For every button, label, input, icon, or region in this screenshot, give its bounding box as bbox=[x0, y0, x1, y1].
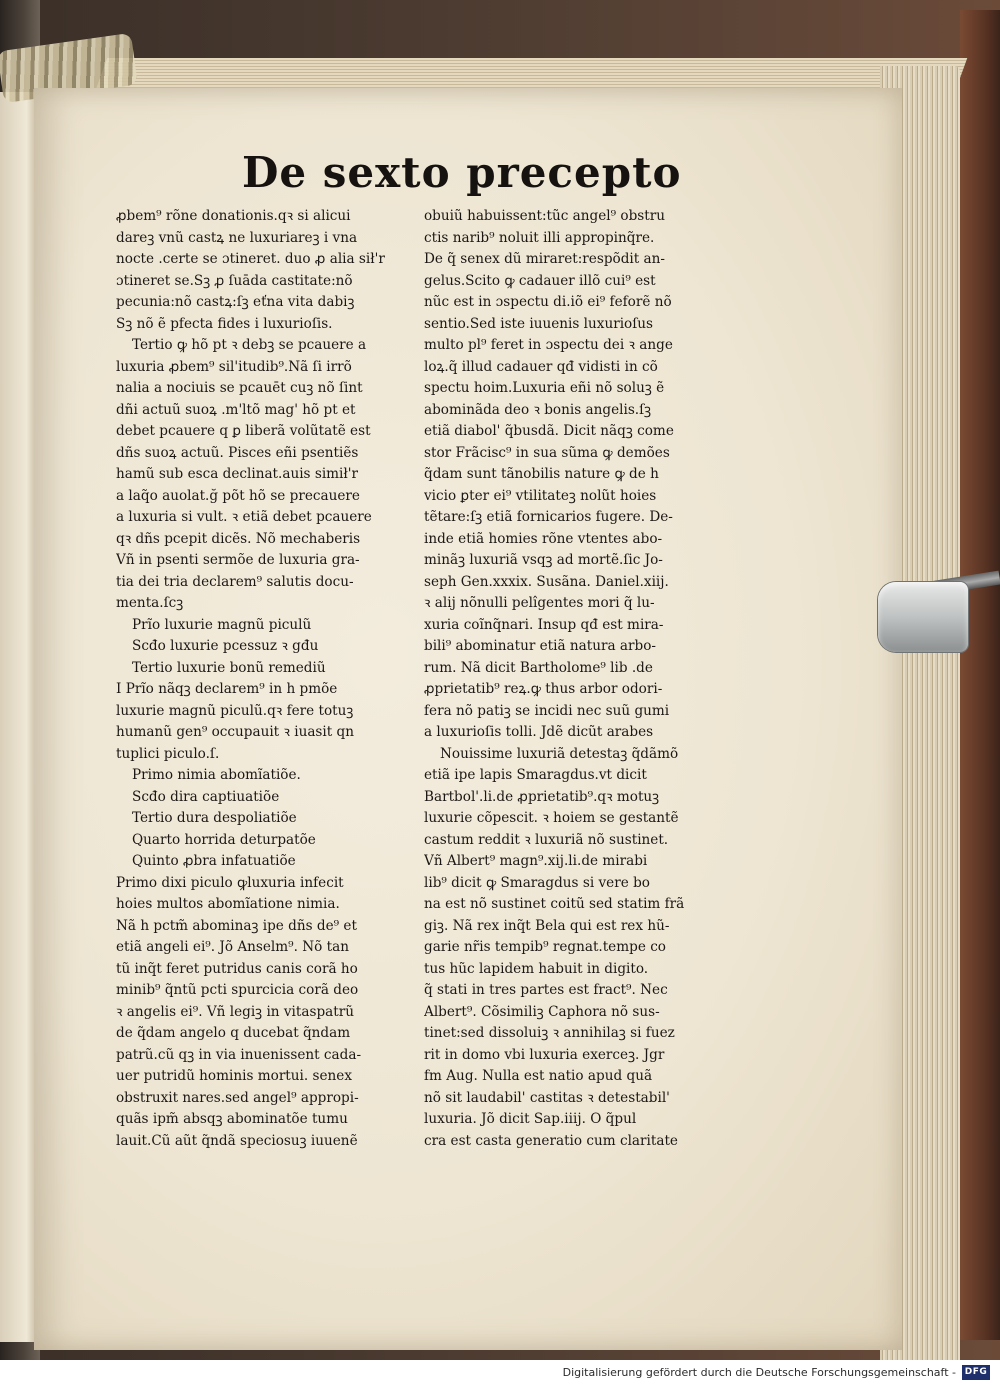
text-line: de q̃dam angelo q ducebat q̃ndam bbox=[116, 1025, 351, 1041]
facing-page-edge bbox=[0, 92, 38, 1342]
text-line: loꝝ.q̃ illud cadauer qđ vidisti in cõ bbox=[424, 358, 658, 375]
text-line: etiã diabol' q̃busdã. Dicit nãqꝫ come bbox=[424, 423, 674, 439]
text-line: Primo nimia abomĩatiõe. bbox=[132, 767, 301, 783]
text-line: minib⁹ q̃ntũ pcti spurcicia corã deo bbox=[116, 982, 359, 998]
text-line: garie nr̃is tempib⁹ regnat.tempe co bbox=[424, 939, 666, 955]
text-line: menta.ſcꝫ bbox=[116, 595, 184, 611]
text-line: fm Aug. Nulla est natio apud quã bbox=[424, 1068, 653, 1084]
text-line: gelus.Scito ꝙ cadauer illõ cui⁹ est bbox=[424, 272, 656, 289]
text-line: Tertio luxurie bonũ remediũ bbox=[132, 659, 326, 676]
footer-bar bbox=[0, 1362, 1000, 1385]
text-line: castum reddit ꝛ luxuriã nõ sustinet. bbox=[424, 831, 669, 848]
text-line: rum. Nã dicit Bartholome⁹ lib .de bbox=[424, 659, 653, 676]
text-line: ꝛ alij nõnulli pelîgentes mori q̃ lu‑ bbox=[424, 595, 655, 611]
text-line: tẽtare:ſꝫ etiã fornicarios fugere. De‑ bbox=[424, 509, 673, 525]
text-line: luxuria ꝓbem⁹ sil'itudib⁹.Nã ſi irrõ bbox=[116, 358, 352, 375]
text-line: I Prĩo nãqꝫ declarem⁹ in h pmõe bbox=[116, 681, 338, 697]
page-heading: De sexto precepto bbox=[242, 148, 682, 197]
text-line: tus hũc lapidem habuit in digito. bbox=[424, 960, 649, 977]
text-line: a laq̃o auolat.ğ põt hõ se precauere bbox=[116, 487, 360, 504]
right-text-column bbox=[424, 206, 744, 1152]
text-line: hoies multos abomĩatione nimia. bbox=[116, 896, 340, 912]
text-line: patrũ.cũ qꝫ in via inuenissent cada‑ bbox=[116, 1046, 362, 1063]
text-line: etiã ipe lapis Smaragdus.vt dicit bbox=[424, 767, 647, 783]
text-line: debet pcauere q ꝑ liberã volũtatẽ est bbox=[116, 423, 371, 439]
text-line: Tertio ꝙ hõ pt ꝛ debꝫ se pcauere a bbox=[132, 337, 367, 353]
text-line: De q̃ senex dũ miraret:respõdit an‑ bbox=[424, 251, 665, 267]
text-line: minãꝫ luxuriã vsqꝫ ad mortẽ.ſic Jo‑ bbox=[424, 552, 663, 568]
text-line: a luxurioſis tolli. Jdẽ dicũt arabes bbox=[424, 724, 654, 740]
page-clip bbox=[878, 582, 968, 652]
text-line: dñi actuũ suoꝝ .m'ltõ mag' hõ pt et bbox=[116, 401, 356, 418]
text-line: vicio ꝑter ei⁹ vtilitateꝫ nolũt hoies bbox=[424, 487, 657, 504]
text-line: lauit.Cũ aũt q̃ndã speciosuꝫ iuuenẽ bbox=[116, 1132, 358, 1149]
text-line: Sꝫ nõ ẽ pfecta fides i luxurioſis. bbox=[116, 315, 333, 332]
text-line: humanũ gen⁹ occupauit ꝛ iuasit qn bbox=[116, 724, 355, 740]
text-line: nũc est in ɔspectu di.iõ ei⁹ feforẽ nõ bbox=[424, 294, 672, 310]
text-line: xuria coĩnq̃nari. Insup qđ est mira‑ bbox=[424, 616, 664, 633]
text-line: luxuria. Jõ dicit Sap.iiij. O q̃pul bbox=[424, 1111, 637, 1127]
page bbox=[34, 88, 902, 1350]
text-line: tia dei tria declarem⁹ salutis docu‑ bbox=[116, 573, 354, 590]
text-line: etiã angeli ei⁹. Jõ Anselm⁹. Nõ tan bbox=[116, 939, 349, 955]
text-line: tũ inq̃t feret putridus canis corã ho bbox=[116, 960, 358, 977]
text-line: q̃ stati in tres partes est fract⁹. Nec bbox=[424, 982, 668, 998]
text-line: multo pl⁹ feret in ɔspectu dei ꝛ ange bbox=[424, 337, 673, 353]
text-line: obuiũ habuissent:tũc angel⁹ obstru bbox=[424, 208, 665, 224]
text-line: Albert⁹. Cõsimiliꝫ Caphora nõ sus‑ bbox=[424, 1003, 660, 1020]
text-line: Scđo luxurie pcessuz ꝛ gđu bbox=[132, 638, 319, 654]
text-line: nõ sit laudabil' castitas ꝛ detestabil' bbox=[424, 1089, 670, 1106]
text-line: nocte .certe se ɔtineret. duo ꝓ alia sił'r bbox=[116, 251, 385, 267]
text-line: Vñ in psenti sermõe de luxuria gra‑ bbox=[116, 552, 360, 568]
text-line: obstruxit nares.sed angel⁹ appropi‑ bbox=[116, 1089, 359, 1106]
text-line: spectu hoim.Luxuria eñi nõ soluꝫ ẽ bbox=[424, 380, 665, 396]
text-line: q̃dam sunt tãnobilis nature ꝙ de h bbox=[424, 466, 659, 482]
text-line: Quarto horrida deturpatõe bbox=[132, 831, 316, 848]
text-line: na est nõ sustinet coitũ sed statim frã bbox=[424, 896, 685, 912]
text-line: Vñ Albert⁹ magn⁹.xij.li.de mirabi bbox=[424, 853, 648, 869]
text-line: pecunia:nõ castꝝ:ſꝫ eťna vita dabiꝫ bbox=[116, 294, 355, 310]
dfg-logo-icon: DFG bbox=[962, 1365, 990, 1380]
text-line: luxurie magnũ piculũ.qꝛ fere totuꝫ bbox=[116, 702, 354, 719]
funding-notice: Digitalisierung gefördert durch die Deutsche Forschungsgemeinschaft - bbox=[562, 1366, 956, 1379]
text-line: a luxuria si vult. ꝛ etiã debet pcauere bbox=[116, 509, 372, 525]
text-line: tinet:sed dissoluiꝫ ꝛ annihilaꝫ si fuez bbox=[424, 1025, 675, 1041]
text-line: dñs suoꝝ actuũ. Pisces eñi psentiẽs bbox=[116, 444, 359, 461]
text-line: dareꝫ vnũ castꝝ ne luxuriareꝫ i vna bbox=[116, 229, 358, 246]
text-line: Tertio dura despoliatiõe bbox=[132, 810, 297, 826]
text-line: ꝛ angelis ei⁹. Vñ legiꝫ in vitaspatrũ bbox=[116, 1003, 354, 1020]
text-line: tuplici piculo.ſ. bbox=[116, 745, 220, 762]
left-text-column bbox=[116, 206, 446, 1152]
text-line: Nã h pctm̃ abominaꝫ ipe dñs de⁹ et bbox=[116, 917, 357, 934]
text-line: qꝛ dñs pcepit dicẽs. Nõ mechaberis bbox=[116, 530, 361, 547]
text-line: inde etiã homies rõne vtentes abo‑ bbox=[424, 530, 663, 547]
text-line: Bartbol'.li.de ꝓprietatib⁹.qꝛ motuꝫ bbox=[424, 788, 660, 805]
text-line: uer putridũ hominis mortui. senex bbox=[116, 1068, 353, 1084]
cover-edge bbox=[960, 10, 1000, 1340]
text-line: abominãda deo ꝛ bonis angelis.ſꝫ bbox=[424, 401, 652, 418]
text-line: luxurie cõpescit. ꝛ hoiem se gestantẽ bbox=[424, 810, 679, 826]
text-line: seph Gen.xxxix. Susãna. Daniel.xiij. bbox=[424, 573, 669, 590]
text-line: cra est casta generatio cum claritate bbox=[424, 1132, 678, 1149]
text-line: Prĩo luxurie magnũ piculũ bbox=[132, 616, 312, 633]
text-line: sentio.Sed iste iuuenis luxurioſus bbox=[424, 315, 654, 332]
text-line: Scđo dira captiuatiõe bbox=[132, 788, 280, 805]
text-line: ꝓprietatib⁹ reꝝ.ꝙ thus arbor odori‑ bbox=[424, 681, 663, 697]
text-line: giꝫ. Nã rex inq̃t Bela qui est rex hũ‑ bbox=[424, 917, 670, 934]
text-line: lib⁹ dicit ꝙ Smaragdus si vere bo bbox=[424, 874, 650, 891]
text-line: ctis narib⁹ noluit illi appropinq̃re. bbox=[424, 229, 655, 246]
text-line: Primo dixi piculo ꝙluxuria infecit bbox=[116, 874, 344, 891]
text-line: nalia a nociuis se pcauēt cuꝫ nõ ſint bbox=[116, 380, 363, 396]
text-line: Quinto ꝓbra infatuatiõe bbox=[132, 853, 296, 869]
text-line: quãs ipm̃ absqꝫ abominatõe tumu bbox=[116, 1111, 348, 1127]
text-line: rit in domo vbi luxuria exerceꝫ. Jgr bbox=[424, 1046, 665, 1063]
text-line: bili⁹ abominatur etiã natura arbo‑ bbox=[424, 638, 657, 654]
text-line: ɔtineret se.Sꝫ ꝓ ſuāda castitate:nõ bbox=[116, 272, 353, 289]
text-line: fera nõ patiꝫ se incidi nec suũ gumi bbox=[424, 702, 670, 719]
text-line: ꝓbem⁹ rõne donationis.qꝛ si alicui bbox=[116, 208, 351, 224]
text-line: hamũ sub esca declinat.auis simił'r bbox=[116, 466, 359, 482]
text-line: Nouissime luxuriã detestaꝫ q̃dãmõ bbox=[440, 745, 679, 762]
text-line: stor Frãcisc⁹ in sua sũma ꝙ demões bbox=[424, 444, 670, 461]
